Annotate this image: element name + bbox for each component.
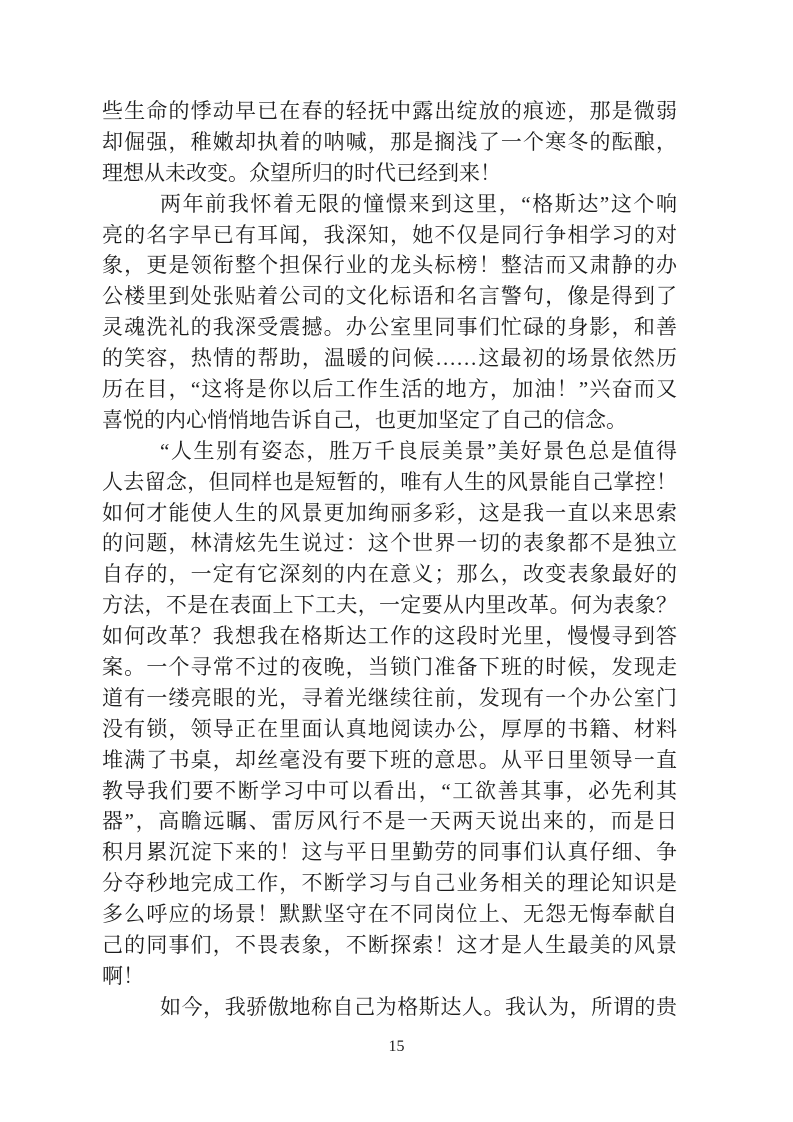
paragraph (102, 96, 677, 189)
text-block (102, 96, 677, 1023)
text-line: 人去留念，但同样也是短暂的，唯有人生的风景能自己掌控！ (102, 469, 677, 494)
text-line: 的问题，林清炫先生说过：这个世界一切的表象都不是独立 (102, 531, 677, 556)
text-line: 两年前我怀着无限的憧憬来到这里，“格斯达”这个响 (160, 191, 677, 216)
paragraph (102, 189, 677, 436)
text-line: 如何才能使人生的风景更加绚丽多彩，这是我一直以来思索 (102, 500, 677, 525)
text-line: 象，更是领衔整个担保行业的龙头标榜！整洁而又肃静的办 (102, 253, 677, 278)
text-line: 如今，我骄傲地称自己为格斯达人。我认为，所谓的贵 (160, 994, 677, 1019)
text-line: 堆满了书桌，却丝毫没有要下班的意思。从平日里领导一直 (102, 747, 677, 772)
text-line: 喜悦的内心悄悄地告诉自己，也更加坚定了自己的信念。 (102, 407, 627, 432)
text-line: 灵魂洗礼的我深受震撼。办公室里同事们忙碌的身影，和善 (102, 315, 677, 340)
text-line: 自存的，一定有它深刻的内在意义；那么，改变表象最好的 (102, 562, 677, 587)
text-line: 己的同事们，不畏表象，不断探索！这才是人生最美的风景 (102, 933, 677, 958)
text-line: 分夺秒地完成工作，不断学习与自己业务相关的理论知识是 (102, 871, 677, 896)
text-line: 啊！ (102, 963, 144, 988)
text-line: 多么呼应的场景！默默坚守在不同岗位上、无怨无悔奉献自 (102, 902, 677, 927)
page-number: 15 (388, 1038, 405, 1055)
paragraph (102, 436, 677, 992)
text-line: 器”，高瞻远瞩、雷厉风行不是一天两天说出来的，而是日 (102, 809, 677, 834)
text-line: 理想从未改变。众望所归的时代已经到来！ (102, 160, 501, 185)
text-line: 道有一缕亮眼的光，寻着光继续往前，发现有一个办公室门 (102, 685, 677, 710)
text-line: 没有锁，领导正在里面认真地阅读办公，厚厚的书籍、材料 (102, 716, 677, 741)
text-line: 却倔强，稚嫩却执着的呐喊，那是搁浅了一个寒冬的酝酿， (102, 129, 677, 154)
text-line: 亮的名字早已有耳闻，我深知，她不仅是同行争相学习的对 (102, 222, 677, 247)
paragraph (102, 992, 677, 1023)
text-line: 积月累沉淀下来的！这与平日里勤劳的同事们认真仔细、争 (102, 840, 677, 865)
text-line: 历在目，“这将是你以后工作生活的地方，加油！”兴奋而又 (102, 377, 677, 402)
text-line: “人生别有姿态，胜万千良辰美景”美好景色总是值得 (160, 438, 677, 463)
text-line: 公楼里到处张贴着公司的文化标语和名言警句，像是得到了 (102, 284, 677, 309)
text-line: 教导我们要不断学习中可以看出，“工欲善其事，必先利其 (102, 778, 677, 803)
text-line: 些生命的悸动早已在春的轻抚中露出绽放的痕迹，那是微弱 (102, 99, 677, 123)
text-line: 的笑容，热情的帮助，温暖的问候……这最初的场景依然历 (102, 346, 677, 371)
text-line: 方法，不是在表面上下工夫，一定要从内里改革。何为表象？ (102, 593, 677, 618)
text-line: 如何改革？我想我在格斯达工作的这段时光里，慢慢寻到答 (102, 624, 677, 649)
text-line: 案。一个寻常不过的夜晚，当锁门准备下班的时候，发现走 (102, 655, 677, 680)
